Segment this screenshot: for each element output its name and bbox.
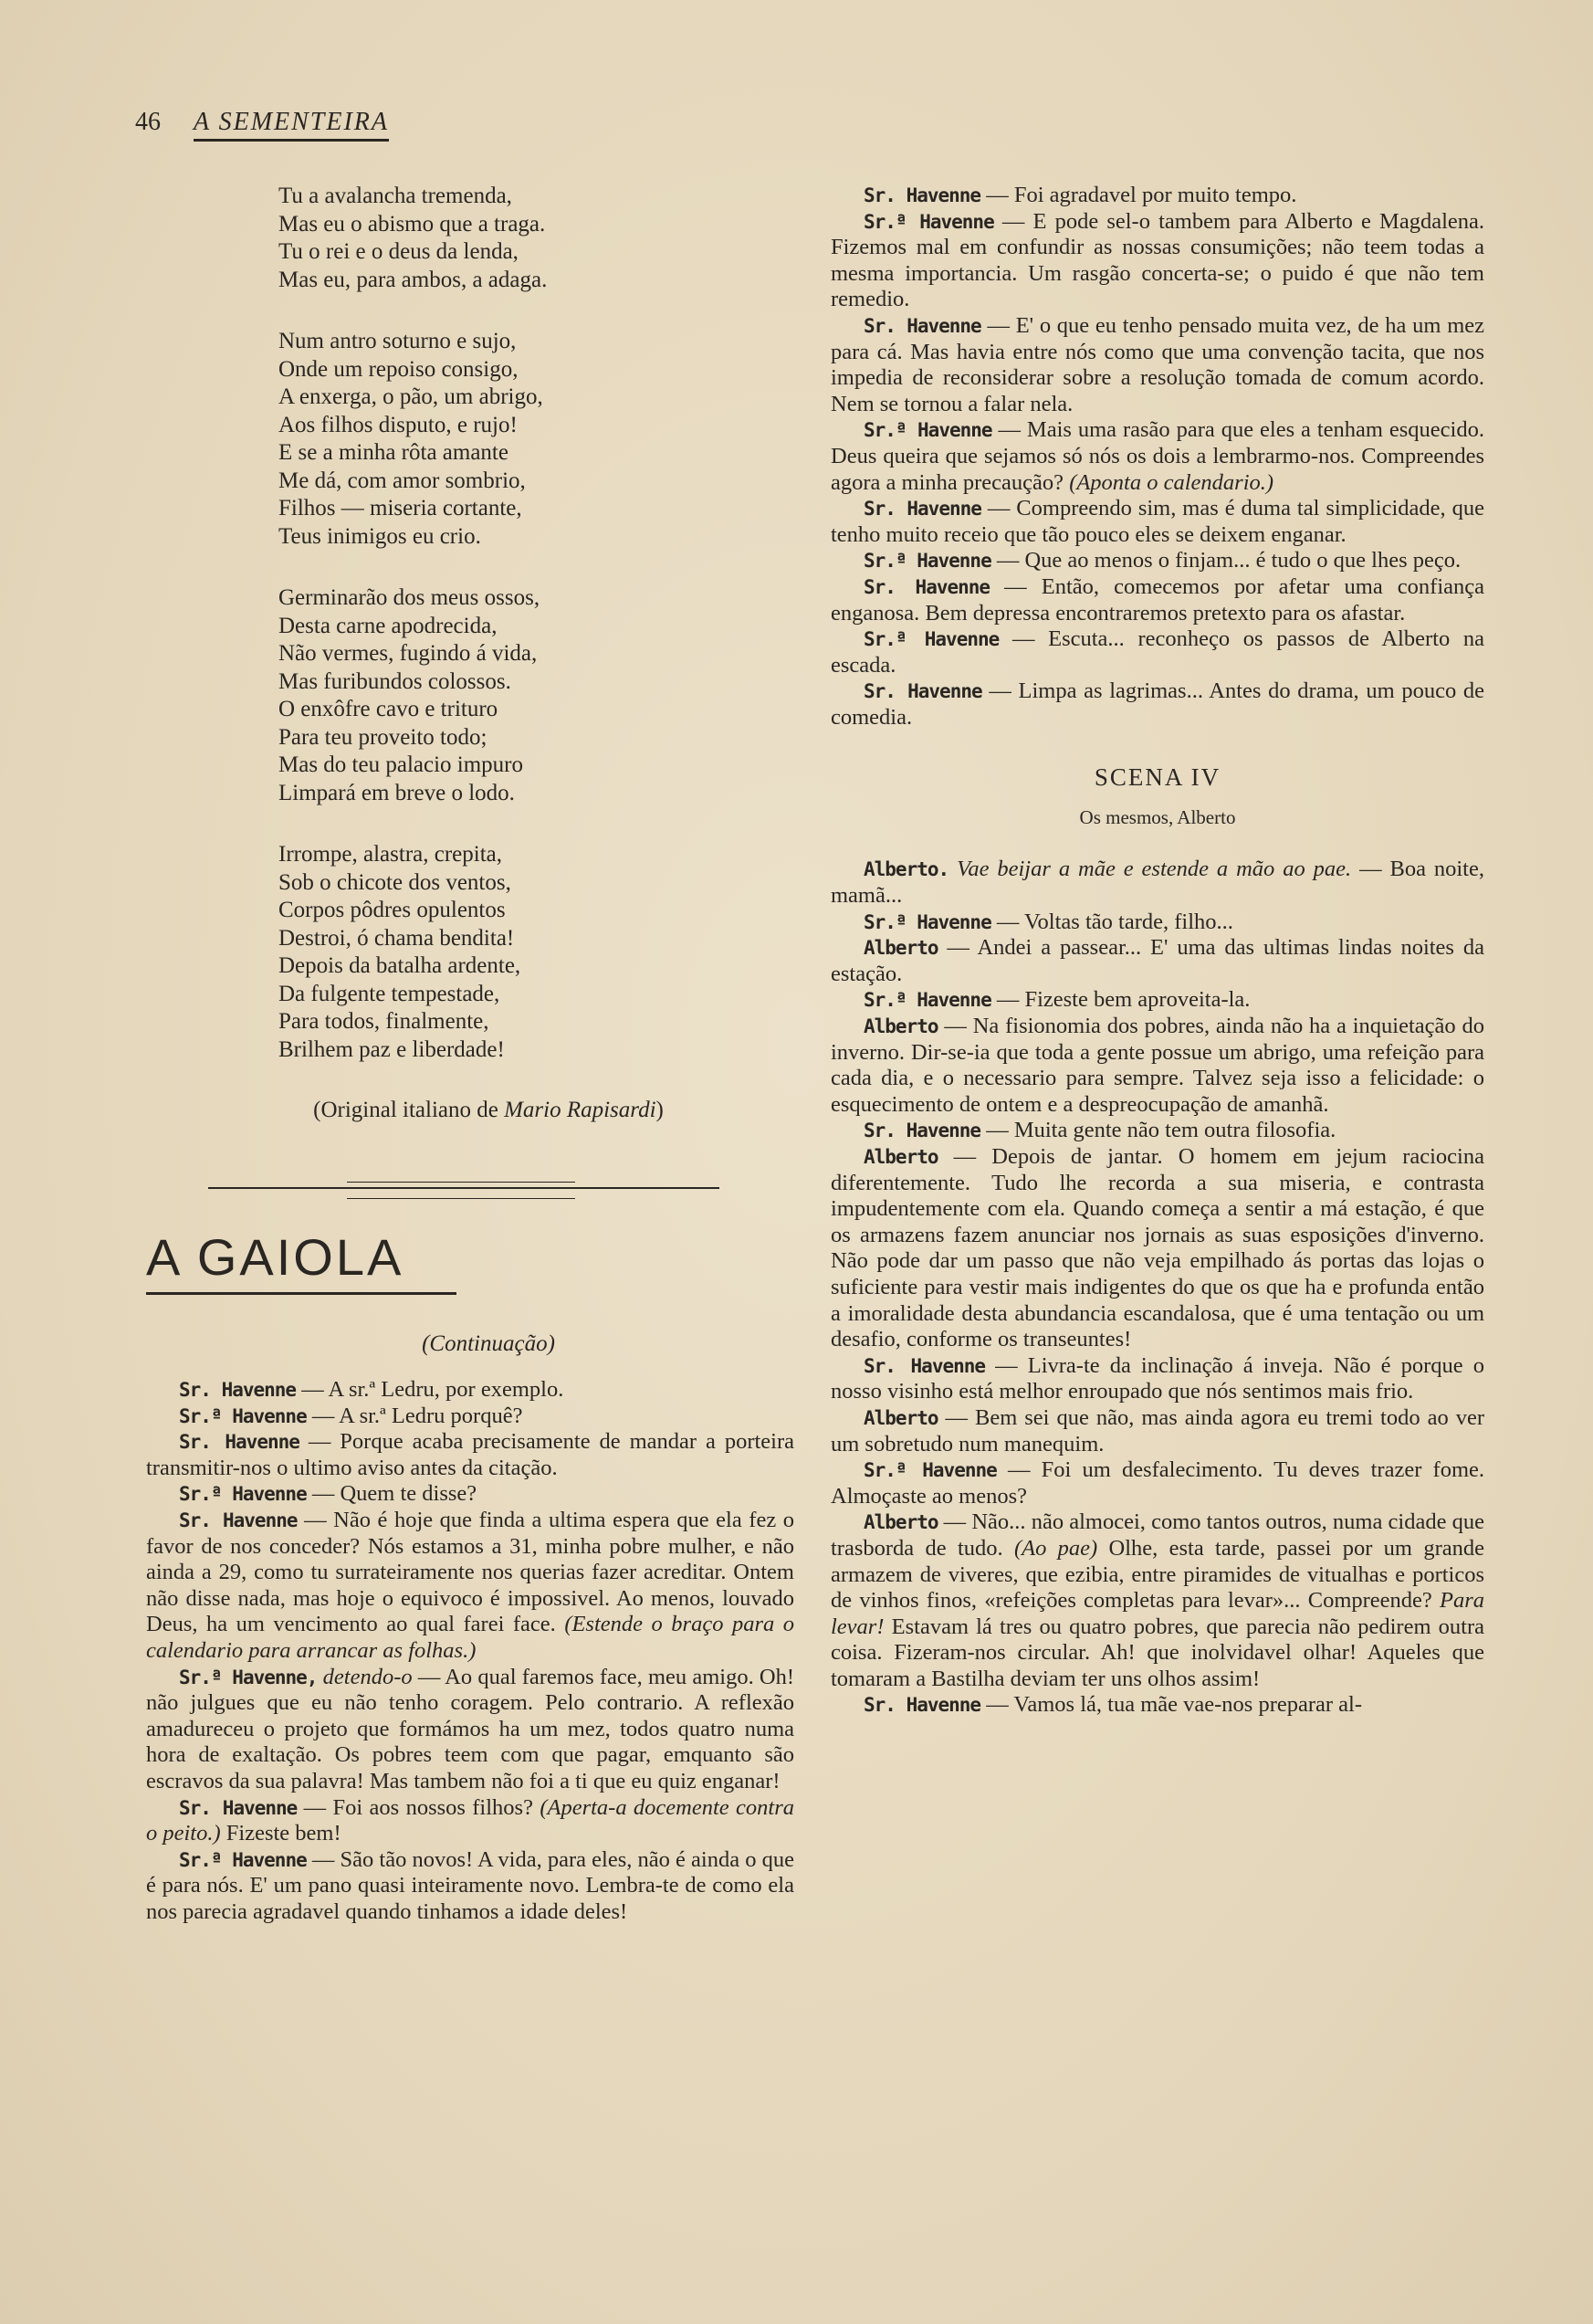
speaker-name: Alberto	[864, 1406, 938, 1429]
stage-direction: (Ao pae)	[1013, 1535, 1098, 1561]
poem-line: Tu o rei e o deus da lenda,	[278, 239, 519, 264]
dialogue-text: — E' o que eu tenho pensado muita vez, de ha um mez para cá. Mas havia entre nós como que uma convenção tacita, que nos impedia de reconsiderar sobre a resolução tomada de comum acordo. Nem se tornou a falar nela.	[831, 312, 1485, 416]
dialogue-text: — Mais uma rasão para que eles a tenham esquecido. Deus queira que sejamos só nós os dois a lembrarmo-nos. Compreendes agora a minha precaução?	[831, 417, 1484, 495]
speaker-name: Sr.ª Havenne	[864, 550, 991, 573]
dialogue-paragraph	[831, 910, 1484, 936]
dialogue-paragraph	[831, 313, 1484, 417]
poem-stanza	[278, 841, 794, 1064]
dialogue-text: — Andei a passear... E' uma das ultimas lindas noites da estação.	[831, 935, 1484, 986]
dialogue-text: — Porque acaba precisamente de mandar a porteira transmitir-nos o ultimo aviso antes da citação.	[146, 1429, 794, 1480]
speaker-name: Sr.ª Havenne	[179, 1483, 307, 1506]
speaker-name: Alberto	[864, 1015, 938, 1038]
dialogue-text: — Que ao menos o finjam... é tudo o que lhes peço.	[990, 548, 1462, 573]
dialogue-paragraph	[831, 574, 1484, 626]
poem-line: Para teu proveito todo;	[278, 724, 487, 750]
dialogue-paragraph	[831, 1353, 1484, 1405]
dialogue-paragraph	[831, 496, 1484, 548]
dialogue-text: — Foi um desfalecimento. Tu deves trazer fome. Almoçaste ao menos?	[831, 1457, 1484, 1509]
dialogue-paragraph	[831, 183, 1484, 209]
speaker-name: Sr.ª Havenne	[864, 989, 991, 1012]
speaker-name: Sr. Havenne	[864, 498, 981, 521]
dialogue-text: — Limpa as lagrimas... Antes do drama, um pouco de comedia.	[831, 678, 1484, 730]
poem-attribution	[183, 1098, 794, 1123]
poem-line: A enxerga, o pão, um abrigo,	[278, 384, 543, 409]
stage-direction: Vae beijar a mãe e estende a mão ao pae.	[948, 857, 1352, 882]
speaker-name: Sr. Havenne	[179, 1379, 297, 1401]
dialogue-paragraph	[831, 1405, 1484, 1457]
dialogue-paragraph	[831, 1457, 1484, 1509]
dialogue-text: Olhe, esta tarde, passei por um grande armazem de viveres, que ezibia, entre piramides de vitualhas e porticos de vinhos finos, «refeições completas para levar»... Compreende?	[831, 1535, 1484, 1614]
continuation-note: (Continuação)	[422, 1331, 555, 1356]
poem-line: Mas do teu palacio impuro	[278, 752, 523, 777]
speaker-name: Sr.ª Havenne	[179, 1404, 307, 1427]
dialogue-text: — Quem te disse?	[306, 1481, 477, 1507]
page-header	[135, 108, 389, 142]
dialogue-right-b	[831, 857, 1484, 1719]
poem-line: Para todos, finalmente,	[278, 1009, 489, 1034]
dialogue-paragraph	[146, 1508, 794, 1665]
speaker-name: Sr. Havenne	[179, 1509, 298, 1531]
poem	[146, 183, 794, 1064]
poem-line: Mas furibundos colossos.	[278, 668, 511, 694]
poem-line: O enxôfre cavo e trituro	[278, 697, 498, 721]
poem-line: Me dá, com amor sombrio,	[278, 468, 526, 493]
left-column	[146, 183, 794, 1925]
dialogue-text: — Na fisionomia dos pobres, ainda não ha a inquietação do inverno. Dir-se-ia que toda a gente possue um abrigo, uma refeição para cada dia, e o necessario para sempre. Talvez seja isso a felicidade: o esquecimento de ontem e a despreocupação de amanhã.	[831, 1014, 1484, 1117]
dialogue-text: — Ao qual faremos face, meu amigo. Oh! não julgues que eu não tenho coragem. Pelo contrario. A reflexão amadureceu o projeto que formámos ha um mez, todos quatro numa hora de exaltação. Os pobres teem com que pagar, emquanto são escravos da sua palavra! Mas tambem não foi a ti que eu quiz enganar!	[146, 1664, 794, 1793]
right-column	[831, 183, 1484, 1719]
poem-line: Sob o chicote dos ventos,	[278, 869, 511, 895]
dialogue-left	[146, 1377, 794, 1925]
dialogue-text: — E pode sel-o tambem para Alberto e Magdalena. Fizemos mal em confundir as nossas consumições; não teem todas a mesma importancia. Um rasgão concerta-se; o puido é que não tem remedio.	[831, 208, 1485, 312]
speaker-name: Sr. Havenne	[179, 1431, 299, 1454]
poem-line: Limpará em breve o lodo.	[278, 780, 515, 805]
speaker-name: Sr.ª Havenne	[179, 1848, 307, 1871]
poem-line: Onde um repoiso consigo,	[278, 356, 519, 382]
dialogue-right-a	[831, 183, 1484, 731]
poem-line: Brilhem paz e liberdade!	[278, 1036, 505, 1062]
poem-stanza	[278, 183, 794, 294]
dialogue-paragraph	[146, 1404, 794, 1430]
scene-title: SCENA IV	[1094, 763, 1221, 792]
page-number: 46	[135, 108, 161, 136]
dialogue-paragraph	[831, 987, 1484, 1014]
dialogue-text: — Boa noite, mamã...	[831, 857, 1484, 909]
section-divider	[146, 1174, 794, 1211]
dialogue-paragraph	[146, 1665, 794, 1795]
speaker-name: Sr. Havenne	[864, 314, 981, 337]
dialogue-text: — Fizeste bem aproveita-la.	[990, 987, 1251, 1013]
section-title: A GAIOLA	[146, 1227, 456, 1295]
dialogue-paragraph	[146, 1429, 794, 1481]
poem-line: Mas eu o abismo que a traga.	[278, 211, 546, 237]
poem-line: Não vermes, fugindo á vida,	[278, 641, 538, 666]
speaker-name: Sr.ª Havenne,	[179, 1666, 318, 1688]
dialogue-paragraph	[146, 1795, 794, 1847]
publication-title: A SEMENTEIRA	[194, 108, 389, 142]
speaker-name: Sr. Havenne	[864, 680, 982, 703]
dialogue-paragraph	[831, 1118, 1484, 1144]
speaker-name: Sr.ª Havenne	[864, 210, 994, 233]
dialogue-text: — Não... não almocei, como tantos outros, numa cidade que trasborda de tudo.	[831, 1509, 1484, 1561]
dialogue-paragraph	[831, 857, 1484, 909]
poem-line: Teus inimigos eu crio.	[278, 523, 481, 549]
speaker-name: Alberto	[864, 937, 938, 960]
speaker-name: Sr. Havenne	[864, 1354, 986, 1377]
dialogue-text: — Então, comecemos por afetar uma confiança enganosa. Bem depressa encontraremos pretexto para os afastar.	[831, 573, 1485, 626]
poem-stanza	[278, 328, 794, 551]
dialogue-paragraph	[831, 1509, 1484, 1692]
poem-line: Da fulgente tempestade,	[278, 981, 500, 1006]
stage-direction: Para levar!	[831, 1588, 1484, 1639]
dialogue-text: — Compreendo sim, mas é duma tal simplicidade, que tenho muito receio que tão pouco eles se deixem enganar.	[831, 496, 1484, 547]
dialogue-text: — Foi aos nossos filhos?	[297, 1794, 540, 1820]
poem-stanza	[278, 584, 794, 807]
speaker-name: Sr. Havenne	[864, 1694, 981, 1717]
dialogue-paragraph	[831, 1692, 1484, 1719]
speaker-name: Sr.ª Havenne	[864, 1459, 997, 1482]
scene-subtitle: Os mesmos, Alberto	[1079, 806, 1236, 829]
dialogue-paragraph	[831, 1014, 1484, 1118]
speaker-name: Alberto	[864, 1511, 938, 1534]
dialogue-text: — Muita gente não tem outra filosofia.	[980, 1118, 1336, 1143]
stage-direction: (Aponta o calendario.)	[1069, 469, 1274, 495]
stage-direction: detendo-o	[317, 1664, 413, 1689]
poem-line: Mas eu, para ambos, a adaga.	[278, 267, 548, 292]
dialogue-text: Fizeste bem!	[220, 1821, 341, 1846]
poem-line: Depois da batalha ardente,	[278, 953, 521, 978]
dialogue-text: Estavam lá tres ou quatro pobres, que parecia não pedirem outra coisa. Fizeram-nos circular. Ah! que inolvidavel olhar! Aqueles que tomaram a Bastilha deviam ter uns olhos assim!	[831, 1614, 1484, 1691]
poem-line: Corpos pôdres opulentos	[278, 898, 506, 922]
dialogue-paragraph	[146, 1481, 794, 1508]
dialogue-text: — Escuta... reconheço os passos de Alberto na escada.	[831, 626, 1484, 678]
dialogue-text: — Vamos lá, tua mãe vae-nos preparar al-	[980, 1692, 1363, 1718]
speaker-name: Sr.ª Havenne	[864, 910, 991, 933]
speaker-name: Sr. Havenne	[179, 1796, 298, 1819]
dialogue-paragraph	[831, 548, 1484, 574]
dialogue-paragraph	[831, 209, 1484, 313]
speaker-name: Sr.ª Havenne	[864, 628, 1000, 651]
poem-line: E se a minha rôta amante	[278, 440, 508, 465]
speaker-name: Alberto	[864, 1146, 938, 1168]
attribution-suffix: )	[655, 1098, 664, 1122]
poem-line: Germinarão dos meus ossos,	[278, 585, 540, 610]
stage-direction: (Estende o braço para o calendario para arrancar as folhas.)	[146, 1612, 794, 1663]
stage-direction: (Aperta-a docemente contra o peito.)	[146, 1794, 794, 1846]
dialogue-paragraph	[146, 1847, 794, 1926]
dialogue-text: — A sr.ª Ledru, por exemplo.	[296, 1377, 564, 1402]
dialogue-text: — A sr.ª Ledru porquê?	[306, 1403, 523, 1428]
attribution-prefix: (Original italiano de	[313, 1098, 505, 1122]
attribution-author: Mario Rapisardi	[504, 1098, 656, 1122]
dialogue-paragraph	[831, 935, 1484, 987]
poem-line: Num antro soturno e sujo,	[278, 329, 517, 353]
poem-line: Tu a avalancha tremenda,	[278, 184, 512, 208]
dialogue-text: — Depois de jantar. O homem em jejum raciocina diferentemente. Tudo lhe recorda a sua miseria, e contrasta impudentemente com ela. Quando começa a sentir a má estação, é que os armazens fazem anunciar nos jornais as suas esposições d'inverno. Não pode dar um passo que não veja empilhado ás portas das lojas o suficiente para vestir mais indigentes do que os que ha e profunda então a imoralidade desta abundancia escandalosa, que é uma tentação ou um desafio, conforme os transeuntes!	[831, 1144, 1484, 1352]
poem-line: Destroi, ó chama bendita!	[278, 925, 515, 951]
dialogue-paragraph	[146, 1377, 794, 1404]
dialogue-paragraph	[831, 626, 1484, 678]
dialogue-paragraph	[831, 678, 1484, 731]
poem-line: Desta carne apodrecida,	[278, 613, 498, 638]
poem-line: Filhos — miseria cortante,	[278, 496, 522, 521]
speaker-name: Sr. Havenne	[864, 575, 990, 598]
speaker-name: Sr.ª Havenne	[864, 419, 992, 442]
dialogue-paragraph	[831, 1144, 1484, 1353]
speaker-name: Sr. Havenne	[864, 1120, 981, 1142]
dialogue-text: — Não é hoje que finda a ultima espera que ela fez o favor de nos conceder? Nós estamos a 31, minha pobre mulher, e não ainda a 29, como tu surrateiramente nos querias fazer acreditar. Ontem não disse nada, mas hoje o equivoco é impossivel. Ao menos, louvado Deus, ha um vencimento ao qual farei face.	[146, 1507, 795, 1637]
speaker-name: Alberto.	[864, 858, 949, 881]
dialogue-text: — São tão novos! A vida, para eles, não é ainda o que é para nós. E' um pano quasi inteiramente novo. Lembra-te de como ela nos parecia agradavel quando tinhamos a idade deles!	[146, 1846, 794, 1924]
poem-line: Aos filhos disputo, e rujo!	[278, 412, 518, 437]
dialogue-paragraph	[831, 417, 1484, 496]
speaker-name: Sr. Havenne	[864, 184, 981, 206]
poem-line: Irrompe, alastra, crepita,	[278, 842, 503, 867]
dialogue-text: — Foi agradavel por muito tempo.	[980, 183, 1297, 207]
dialogue-text: — Bem sei que não, mas ainda agora eu tremi todo ao ver um sobretudo num manequim.	[831, 1404, 1484, 1456]
dialogue-text: — Voltas tão tarde, filho...	[990, 909, 1233, 934]
dialogue-text: — Livra-te da inclinação á inveja. Não é porque o nosso visinho está melhor enroupado que nós sentimos mais frio.	[831, 1352, 1484, 1404]
